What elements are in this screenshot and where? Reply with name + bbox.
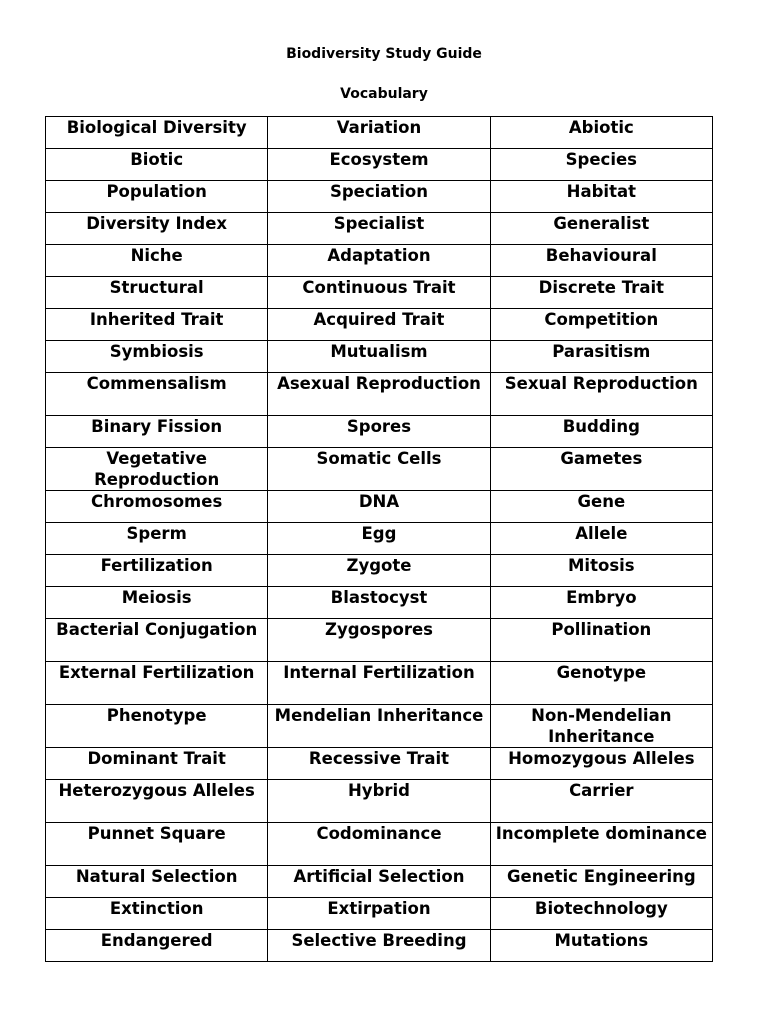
vocabulary-term: Abiotic <box>490 117 712 149</box>
vocabulary-term: Inherited Trait <box>46 309 268 341</box>
vocabulary-term: Vegetative Reproduction <box>46 448 268 491</box>
vocabulary-term: Recessive Trait <box>268 748 490 780</box>
table-row <box>46 523 713 555</box>
vocabulary-term: Mutualism <box>268 341 490 373</box>
table-row <box>46 930 713 962</box>
vocabulary-term: Bacterial Conjugation <box>46 619 268 662</box>
table-row <box>46 619 713 662</box>
vocabulary-term: Generalist <box>490 213 712 245</box>
table-row <box>46 373 713 416</box>
vocabulary-term: Embryo <box>490 587 712 619</box>
vocabulary-term: Biotic <box>46 149 268 181</box>
vocabulary-term: Structural <box>46 277 268 309</box>
vocabulary-term: Budding <box>490 416 712 448</box>
table-row <box>46 662 713 705</box>
table-row <box>46 448 713 491</box>
table-row <box>46 181 713 213</box>
vocabulary-term: Asexual Reproduction <box>268 373 490 416</box>
vocabulary-term: Sperm <box>46 523 268 555</box>
vocabulary-term: Zygospores <box>268 619 490 662</box>
vocabulary-term: Mitosis <box>490 555 712 587</box>
vocabulary-term: Spores <box>268 416 490 448</box>
vocabulary-term: Somatic Cells <box>268 448 490 491</box>
vocabulary-term: Gametes <box>490 448 712 491</box>
table-row <box>46 117 713 149</box>
vocabulary-term: Speciation <box>268 181 490 213</box>
vocabulary-term: Population <box>46 181 268 213</box>
vocabulary-term: Adaptation <box>268 245 490 277</box>
vocabulary-term: Specialist <box>268 213 490 245</box>
vocabulary-term: Meiosis <box>46 587 268 619</box>
table-row <box>46 780 713 823</box>
table-row <box>46 705 713 748</box>
vocabulary-term: Pollination <box>490 619 712 662</box>
vocabulary-term: Commensalism <box>46 373 268 416</box>
vocabulary-term: Allele <box>490 523 712 555</box>
vocabulary-term: Behavioural <box>490 245 712 277</box>
vocabulary-term: Binary Fission <box>46 416 268 448</box>
vocabulary-term: Phenotype <box>46 705 268 748</box>
table-row <box>46 245 713 277</box>
vocabulary-term: Egg <box>268 523 490 555</box>
vocabulary-term: Diversity Index <box>46 213 268 245</box>
vocabulary-term: Carrier <box>490 780 712 823</box>
vocabulary-table-body <box>46 117 713 962</box>
vocabulary-term: Homozygous Alleles <box>490 748 712 780</box>
vocabulary-term: Symbiosis <box>46 341 268 373</box>
vocabulary-term: Artificial Selection <box>268 866 490 898</box>
vocabulary-term: Genotype <box>490 662 712 705</box>
table-row <box>46 748 713 780</box>
vocabulary-term: Natural Selection <box>46 866 268 898</box>
vocabulary-term: Heterozygous Alleles <box>46 780 268 823</box>
vocabulary-term: Niche <box>46 245 268 277</box>
vocabulary-term: Mutations <box>490 930 712 962</box>
vocabulary-term: Competition <box>490 309 712 341</box>
table-row <box>46 555 713 587</box>
vocabulary-term: Dominant Trait <box>46 748 268 780</box>
vocabulary-term: Habitat <box>490 181 712 213</box>
vocabulary-term: Incomplete dominance <box>490 823 712 866</box>
vocabulary-term: Variation <box>268 117 490 149</box>
vocabulary-term: Gene <box>490 491 712 523</box>
vocabulary-term: Mendelian Inheritance <box>268 705 490 748</box>
vocabulary-term: External Fertilization <box>46 662 268 705</box>
table-row <box>46 416 713 448</box>
table-row <box>46 149 713 181</box>
vocabulary-term: Codominance <box>268 823 490 866</box>
vocabulary-term: Chromosomes <box>46 491 268 523</box>
table-row <box>46 341 713 373</box>
vocabulary-term: DNA <box>268 491 490 523</box>
vocabulary-table <box>45 116 713 962</box>
vocabulary-term: Genetic Engineering <box>490 866 712 898</box>
vocabulary-term: Fertilization <box>46 555 268 587</box>
table-row <box>46 277 713 309</box>
vocabulary-term: Ecosystem <box>268 149 490 181</box>
vocabulary-term: Continuous Trait <box>268 277 490 309</box>
table-row <box>46 491 713 523</box>
vocabulary-term: Endangered <box>46 930 268 962</box>
vocabulary-term: Biological Diversity <box>46 117 268 149</box>
vocabulary-term: Parasitism <box>490 341 712 373</box>
vocabulary-term: Extirpation <box>268 898 490 930</box>
vocabulary-term: Species <box>490 149 712 181</box>
vocabulary-term: Selective Breeding <box>268 930 490 962</box>
vocabulary-term: Discrete Trait <box>490 277 712 309</box>
table-row <box>46 823 713 866</box>
vocabulary-term: Extinction <box>46 898 268 930</box>
vocabulary-term: Blastocyst <box>268 587 490 619</box>
document-title: Biodiversity Study Guide <box>286 46 482 62</box>
vocabulary-term: Internal Fertilization <box>268 662 490 705</box>
table-row <box>46 898 713 930</box>
vocabulary-term: Biotechnology <box>490 898 712 930</box>
vocabulary-term: Sexual Reproduction <box>490 373 712 416</box>
table-row <box>46 213 713 245</box>
table-row <box>46 309 713 341</box>
vocabulary-term: Hybrid <box>268 780 490 823</box>
vocabulary-term: Acquired Trait <box>268 309 490 341</box>
vocabulary-term: Non-Mendelian Inheritance <box>490 705 712 748</box>
vocabulary-term: Zygote <box>268 555 490 587</box>
table-row <box>46 587 713 619</box>
section-heading: Vocabulary <box>340 86 428 102</box>
table-row <box>46 866 713 898</box>
vocabulary-term: Punnet Square <box>46 823 268 866</box>
